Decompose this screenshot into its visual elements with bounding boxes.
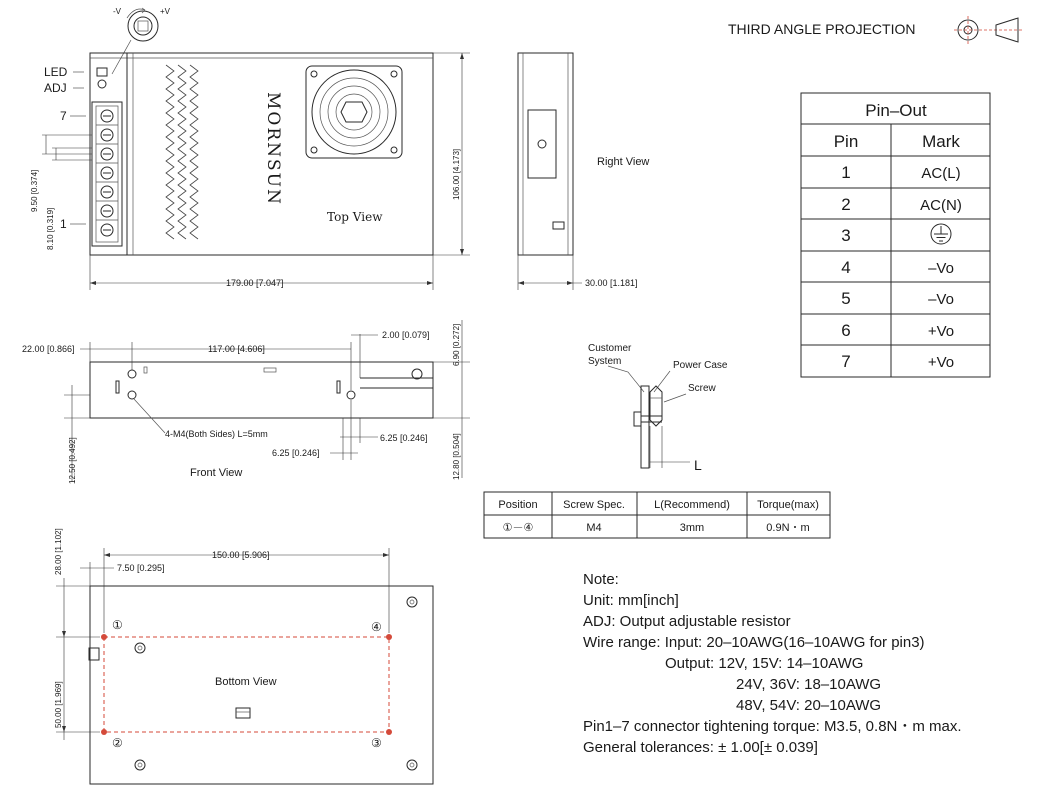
terminal-block bbox=[92, 102, 122, 246]
note-adj: ADJ: Output adjustable resistor bbox=[583, 613, 791, 630]
adj-knob bbox=[98, 80, 106, 88]
dim-front-right-bottom: 12.80 [0.504] bbox=[452, 433, 461, 480]
table-header-torque: Torque(max) bbox=[757, 499, 819, 511]
note-torque: Pin1–7 connector tightening torque: M3.5, 0.8N・m max. bbox=[583, 718, 962, 735]
dim-front-small: 2.00 [0.079] bbox=[382, 330, 430, 340]
table-cell-screw-spec: M4 bbox=[586, 522, 602, 534]
screw-detail bbox=[588, 343, 728, 473]
led-indicator bbox=[97, 68, 107, 76]
pin-mark: +Vo bbox=[927, 323, 955, 340]
pinout-title: Pin–Out bbox=[865, 101, 927, 120]
bottom-view bbox=[54, 528, 433, 784]
system-label: System bbox=[588, 356, 622, 367]
notes-block bbox=[583, 571, 962, 756]
brand-logo: MORNSUN bbox=[263, 92, 283, 206]
dim-depth: 30.00 [1.181] bbox=[585, 278, 638, 288]
pinout-col-mark: Mark bbox=[922, 132, 960, 151]
screw-spec-table bbox=[484, 492, 830, 538]
power-case-label: Power Case bbox=[673, 360, 728, 371]
right-view bbox=[518, 53, 649, 290]
pin-number: 3 bbox=[841, 226, 851, 245]
note-unit: Unit: mm[inch] bbox=[583, 592, 679, 609]
dim-hole-b: 6.25 [0.246] bbox=[272, 448, 320, 458]
projection-label: THIRD ANGLE PROJECTION bbox=[728, 21, 916, 37]
pin-number: 7 bbox=[841, 352, 851, 371]
pin-mark: AC(L) bbox=[921, 165, 961, 182]
hole-3-label: ③ bbox=[371, 736, 382, 750]
note-wire-output1: Output: 12V, 15V: 14–10AWG bbox=[665, 655, 864, 672]
top-view-label: Top View bbox=[327, 210, 383, 224]
pin7-label: 7 bbox=[60, 109, 67, 123]
note-wire-output3: 48V, 54V: 20–10AWG bbox=[736, 697, 882, 714]
pinout-table bbox=[801, 93, 990, 377]
screw-note: 4-M4(Both Sides) L=5mm bbox=[165, 429, 268, 439]
hole-2-label: ② bbox=[112, 736, 123, 750]
table-header-position: Position bbox=[498, 499, 538, 511]
projection-symbol-icon bbox=[954, 16, 1022, 44]
dim-hole-a: 6.25 [0.246] bbox=[380, 433, 428, 443]
pin-mark: –Vo bbox=[928, 260, 954, 277]
note-tolerance: General tolerances: ± 1.00[± 0.039] bbox=[583, 739, 818, 756]
vent-pattern-left bbox=[166, 65, 198, 239]
adjust-potentiometer-icon bbox=[127, 8, 158, 41]
dim-bottom-left-top: 28.00 [1.102] bbox=[54, 528, 63, 575]
screw-hole-icon bbox=[538, 140, 546, 148]
table-header-l-recommend: L(Recommend) bbox=[654, 499, 730, 511]
note-wire-input: Wire range: Input: 20–10AWG(16–10AWG for pin3) bbox=[583, 634, 925, 651]
ground-icon bbox=[931, 224, 951, 244]
screw-label: Screw bbox=[688, 383, 716, 394]
right-view-label: Right View bbox=[597, 156, 650, 168]
hole-4-label: ④ bbox=[371, 620, 382, 634]
dim-front-left-height: 12.50 [0.492] bbox=[68, 437, 77, 484]
pin-mark: AC(N) bbox=[920, 197, 962, 214]
dim-front-left: 22.00 [0.866] bbox=[22, 344, 75, 354]
front-view-label: Front View bbox=[190, 467, 243, 479]
note-wire-output2: 24V, 36V: 18–10AWG bbox=[736, 676, 882, 693]
note-title: Note: bbox=[583, 571, 619, 588]
dim-bottom-offset: 7.50 [0.295] bbox=[117, 563, 165, 573]
pin-number: 1 bbox=[841, 163, 851, 182]
fan-grille bbox=[306, 66, 402, 158]
dim-front-span: 117.00 [4.606] bbox=[208, 344, 265, 354]
table-cell-l-recommend: 3mm bbox=[679, 522, 705, 534]
pin-number: 5 bbox=[841, 289, 851, 308]
l-label: L bbox=[694, 457, 702, 473]
table-cell-position: ①－④ bbox=[502, 522, 534, 534]
hole-1-label: ① bbox=[112, 618, 123, 632]
pin-number: 2 bbox=[841, 195, 851, 214]
dim-pitch2: 8.10 [0.319] bbox=[46, 207, 55, 250]
pin-mark: –Vo bbox=[928, 291, 954, 308]
front-view bbox=[22, 320, 470, 484]
pin-mark: +Vo bbox=[927, 354, 955, 371]
dim-bottom-left-height: 50.00 [1.969] bbox=[54, 681, 63, 728]
top-view bbox=[30, 7, 470, 290]
pin1-label: 1 bbox=[60, 217, 67, 231]
minus-v-label: -V bbox=[113, 7, 121, 16]
adj-label: ADJ bbox=[44, 81, 67, 95]
led-label: LED bbox=[44, 65, 68, 79]
customer-label: Customer bbox=[588, 343, 632, 354]
dim-bottom-top: 150.00 [5.906] bbox=[212, 550, 270, 560]
bottom-view-label: Bottom View bbox=[215, 676, 277, 688]
table-header-screw-spec: Screw Spec. bbox=[563, 499, 625, 511]
table-cell-torque: 0.9N・m bbox=[766, 522, 810, 534]
plus-v-label: +V bbox=[160, 7, 171, 16]
pinout-col-pin: Pin bbox=[833, 132, 859, 151]
pin-number: 4 bbox=[841, 258, 851, 277]
dim-front-right-top: 6.90 [0.272] bbox=[452, 323, 461, 366]
dim-width: 179.00 [7.047] bbox=[226, 278, 284, 288]
pin-number: 6 bbox=[841, 321, 851, 340]
dim-height: 106.00 [4.173] bbox=[452, 148, 461, 200]
dim-pitch: 9.50 [0.374] bbox=[30, 169, 39, 212]
